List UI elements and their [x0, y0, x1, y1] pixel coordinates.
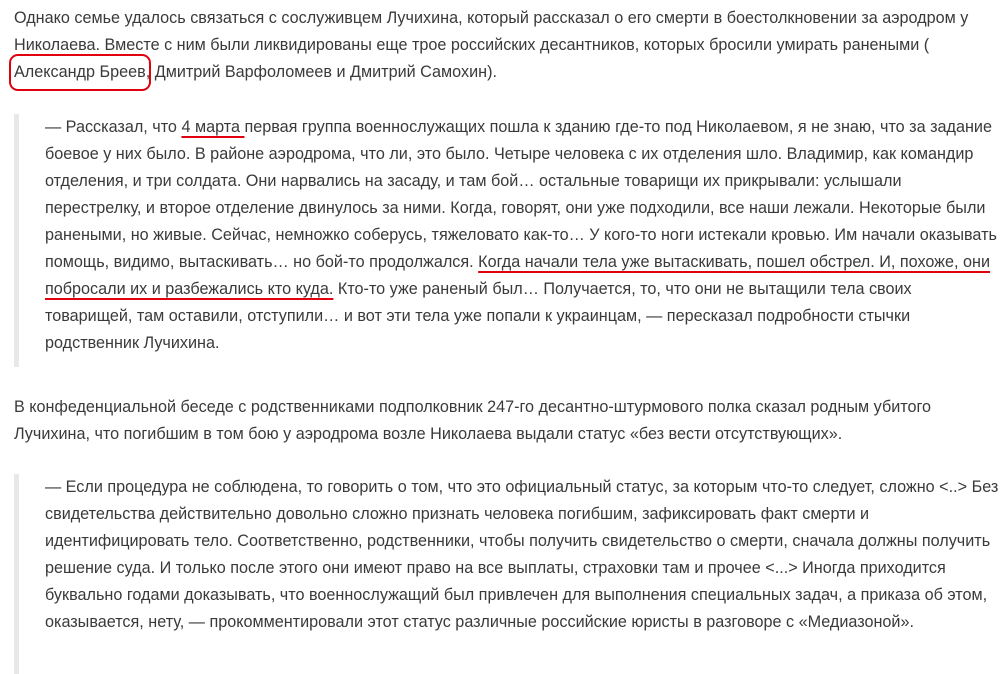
quote-text-middle: первая группа военнослужащих пошла к зданию где-то под Николаевом, я не знаю, что за задание боевое у них было. В районе аэродрома, что ли, это было. Четыре человека с их отделения шло. Владимир, как командир отделения, и три солдата. Они нарвались на засаду, и там бой… остальные товарищи их прикрывали: услышали перестрелку, и второе отделение двинулось за ними. Когда, говорят, они уже подходили, все наши лежали. Некоторые были ранеными, но живые. Сейчас, немножко соберусь, тяжеловато как-то… У кого-то ноги истекали кровью. Им начали оказывать помощь, видимо, вытаскивать… но бой-то продолжался.	[45, 118, 997, 271]
underlined-passage: Когда начали тела уже вытаскивать, пошел обстрел. И, похоже, они побросали их и разбежались кто куда.	[45, 253, 990, 298]
blockquote-lawyers	[14, 474, 1002, 674]
intro-text-end: , Дмитрий Варфоломеев и Дмитрий Самохин).	[145, 63, 497, 81]
quote-text-start: — Рассказал, что	[45, 118, 182, 136]
quote-text-end: Кто-то уже раненый был… Получается, то, что они не вытащили тела своих товарищей, там оставили, отступили… и вот эти тела уже попали к украинцам, — пересказал подробности стычки родственник Лучихина.	[45, 280, 912, 352]
quote-lawyers-text: — Если процедура не соблюдена, то говорить о том, что это официальный статус, за которым что-то следует, сложно <..> Без свидетельства действительно довольно сложно признать человека погибшим, зафиксировать факт смерти и идентифицировать тело. Соответственно, родственники, чтобы получить свидетельство о смерти, сначала должны получить решение суда. И только после этого они имеют право на все выплаты, страховки там и прочее <...> Иногда приходится буквально годами доказывать, что военнослужащий был привлечен для выполнения специальных задач, а приказа об этом, оказывается, нету, — прокомментировали этот статус различные российские юристы в разговоре с «Медиазоной».	[45, 478, 999, 631]
paragraph-status: В конфеденциальной беседе с родственниками подполковник 247-го десантно-штурмового полка сказал родным убитого Лучихина, что погибшим в том бою у аэродрома возле Николаева выдали статус «без вести отсутствующих».	[14, 398, 932, 443]
underlined-date: 4 марта	[181, 118, 245, 136]
paragraph-intro	[14, 5, 999, 86]
quote-witness-text	[45, 114, 1002, 357]
blockquote-witness	[14, 114, 1002, 367]
highlighted-name: Александр Бреев	[14, 59, 146, 86]
intro-text: Однако семье удалось связаться с сослуживцем Лучихина, который рассказал о его смерти в боестолкновении за аэродром у Николаева. Вместе с ним были ликвидированы еще трое российских десантников, которых бросили умирать ранеными (	[14, 9, 969, 54]
